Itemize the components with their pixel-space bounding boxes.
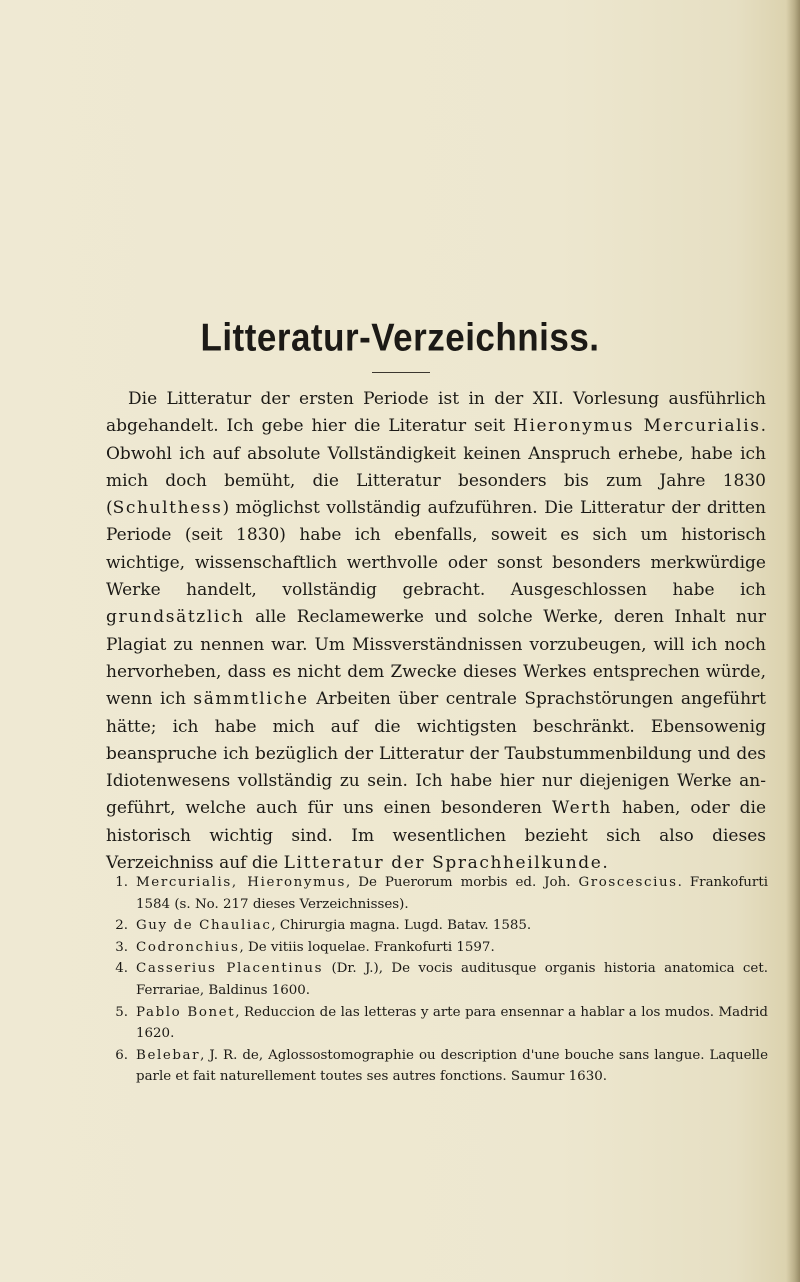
reference-number: 1. bbox=[115, 875, 128, 890]
reference-author: Casserius Placentinus bbox=[136, 961, 324, 977]
reference-author: Belebar bbox=[136, 1047, 201, 1063]
reference-author: Mercurialis, Hieronymus bbox=[136, 875, 347, 890]
intro-emph-werth: Werth bbox=[551, 798, 612, 819]
intro-text-3: ) möglichst vollständig aufzuführen. Die Litteratur der dritten Periode (seit 1830) habe ich ebenfalls, soweit es sich um historisch wichtige, wissenschaftlich werthvolle oder sonst besonders merkwürdige Werke handelt, vollständig gebracht. Ausgeschlossen habe ich bbox=[106, 498, 766, 601]
reference-item bbox=[106, 958, 768, 1001]
intro-emph-grundsaetzlich: grundsätzlich bbox=[106, 607, 245, 628]
reference-text: , De vitiis loquelae. Frankofurti 1597. bbox=[239, 939, 495, 955]
reference-item bbox=[106, 1045, 768, 1088]
reference-item bbox=[106, 937, 768, 959]
intro-text-6: haben, oder die historisch wichtig sind. Im wesentlichen bezieht sich also dieses Verzeichniss auf die bbox=[106, 798, 767, 874]
reference-text: , J. R. de, Aglossostomographie ou description d'une bouche sans langue. Laquelle parle et fait naturellement toutes ses autres fonctions. Saumur 1630. bbox=[136, 1047, 768, 1085]
intro-text-4: alle Reclamewerke und solche Werke, deren Inhalt nur Plagiat zu nennen war. Um Missverständnissen vorzubeugen, will ich noch hervorheben, dass es nicht dem Zwecke dieses Werkes entsprechen würde, wenn ich bbox=[106, 607, 766, 710]
reference-number: 4. bbox=[115, 961, 128, 977]
page-title: Litteratur-Verzeichniss. bbox=[200, 315, 600, 360]
page-edge-shadow bbox=[786, 0, 800, 1282]
reference-text-2: . Frankofurti 1584 (s. No. 217 dieses Verzeichnisses). bbox=[136, 875, 768, 912]
intro-name-schulthess: Schulthess bbox=[112, 498, 223, 519]
reference-number: 3. bbox=[115, 939, 128, 955]
intro-emph-saemmtliche: sämmtliche bbox=[193, 689, 309, 710]
intro-paragraph bbox=[106, 386, 766, 877]
reference-author: Guy de Chauliac bbox=[136, 918, 272, 934]
title-rule bbox=[372, 372, 430, 373]
reference-text: , De Puerorum morbis ed. Joh. bbox=[346, 875, 579, 890]
reference-number: 6. bbox=[115, 1047, 128, 1063]
intro-text-7: . bbox=[602, 853, 608, 874]
reference-text: , Chirurgia magna. Lugd. Batav. 1585. bbox=[271, 918, 532, 934]
intro-text-2: . Obwohl ich auf absolute Vollständigkeit keinen Anspruch erhebe, habe ich mich doch bemüht, die Litteratur besonders bis zum Jahre 1830 ( bbox=[106, 416, 766, 519]
reference-item bbox=[106, 915, 768, 937]
reference-number: 5. bbox=[115, 1004, 128, 1020]
reference-author: Pablo Bonet bbox=[136, 1004, 236, 1020]
intro-name-mercurialis: Hieronymus Mercurialis bbox=[513, 416, 761, 437]
reference-number: 2. bbox=[115, 918, 128, 934]
reference-author-2: Groscescius bbox=[578, 875, 678, 890]
reference-author: Codronchius bbox=[136, 939, 240, 955]
intro-emph-sprachheilkunde: Litteratur der Sprachheilkunde bbox=[283, 853, 603, 874]
intro-text-1: Die Litteratur der ersten Periode ist in der XII. Vorlesung ausführlich abgehandelt. Ich gebe hier die Literatur seit bbox=[106, 389, 766, 437]
reference-list bbox=[106, 872, 768, 1088]
reference-item bbox=[106, 1002, 768, 1045]
reference-item bbox=[106, 872, 768, 915]
reference-text: (Dr. J.), De vocis auditusque organis historia anatomica cet. Ferrariae, Baldinus 1600. bbox=[136, 961, 768, 998]
intro-text-5: Arbeiten über centrale Sprachstörungen angeführt hätte; ich habe mich auf die wichtigsten beschränkt. Ebensowenig beanspruche ich bezüglich der Litteratur der Taubstummenbildung und des Idiotenwesens vollständig zu sein. Ich habe hier nur diejenigen Werke angeführt, welche auch für uns einen besonderen bbox=[106, 689, 766, 819]
reference-text: , Reduccion de las letteras y arte para ensennar a hablar a los mudos. Madrid 1620. bbox=[136, 1004, 768, 1042]
